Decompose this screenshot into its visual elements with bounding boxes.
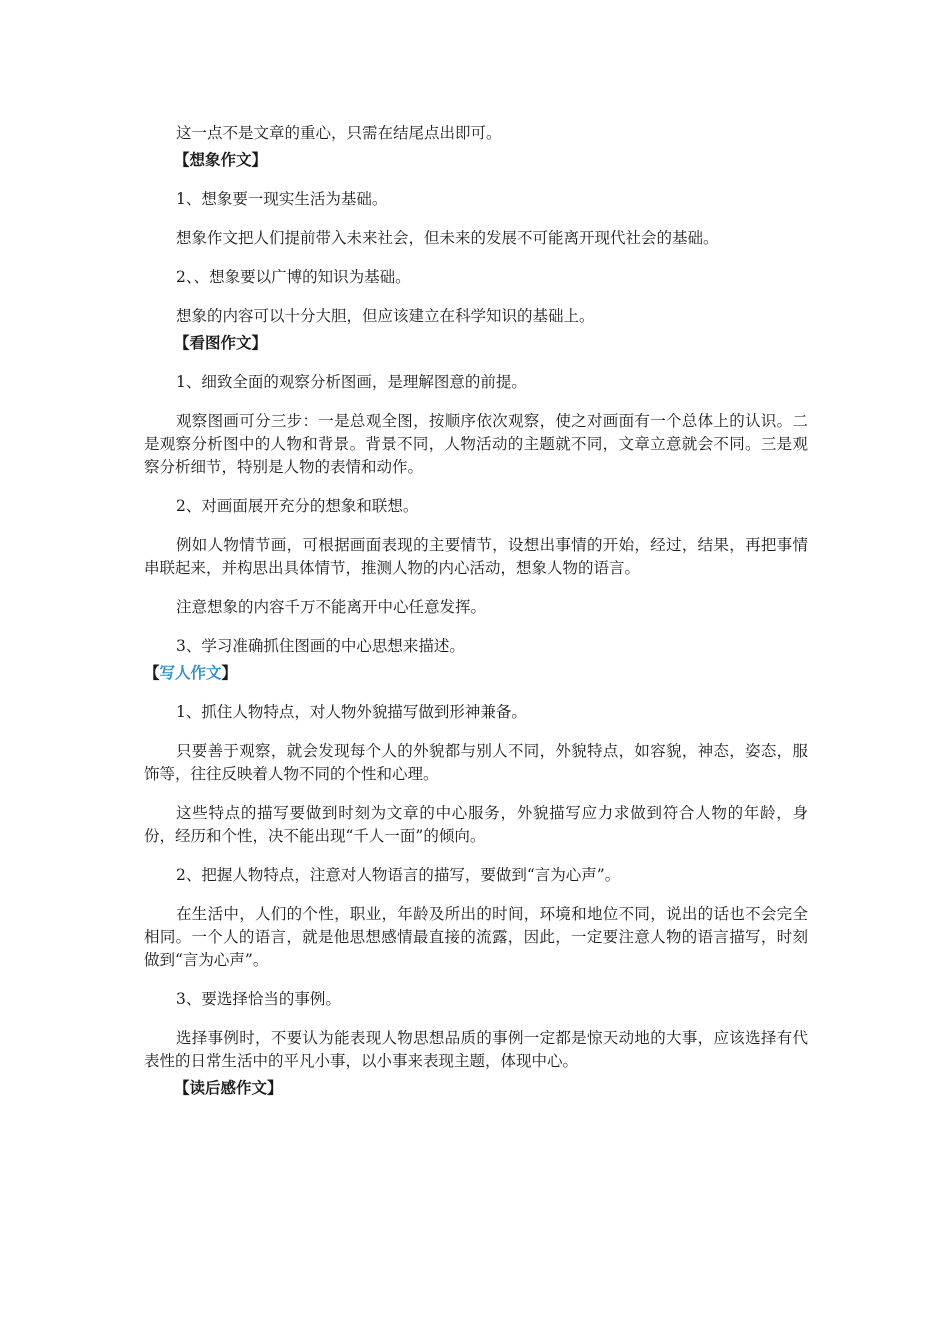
- document-body: [144, 122, 808, 1116]
- paragraph: 注意想象的内容千万不能离开中心任意发挥。: [176, 598, 487, 616]
- paragraph: 2、、想象要以广博的知识为基础。: [176, 268, 411, 286]
- section-heading-reading: 【读后感作文】: [174, 1079, 283, 1097]
- paragraph: 这些特点的描写要做到时刻为文章的中心服务，外貌描写应力求做到符合人物的年龄，身份，经历和个性，决不能出现“千人一面”的倾向。: [144, 804, 808, 845]
- heading-bracket-close: 】: [221, 664, 238, 682]
- heading-bracket-open: 【: [144, 664, 160, 682]
- paragraph: 在生活中，人们的个性，职业，年龄及所出的时间，环境和地位不同，说出的话也不会完全相同。一个人的语言，就是他思想感情最直接的流露，因此，一定要注意人物的语言描写，时刻做到“言为心声”。: [144, 905, 808, 969]
- section-heading-imagination: 【想象作文】: [174, 151, 268, 169]
- paragraph: 想象作文把人们提前带入未来社会，但未来的发展不可能离开现代社会的基础。: [176, 229, 719, 247]
- paragraph: 选择事例时，不要认为能表现人物思想品质的事例一定都是惊天动地的大事，应该选择有代表性的日常生活中的平凡小事，以小事来表现主题，体现中心。: [144, 1029, 808, 1070]
- paragraph: 想象的内容可以十分大胆，但应该建立在科学知识的基础上。: [176, 307, 595, 325]
- paragraph: 观察图画可分三步：一是总观全图，按顺序依次观察，使之对画面有一个总体上的认识。二是观察分析图中的人物和背景。背景不同，人物活动的主题就不同，文章立意就会不同。三是观察分析细节，特别是人物的表情和动作。: [144, 412, 808, 476]
- heading-title-link[interactable]: 写人作文: [159, 664, 222, 682]
- paragraph: 1、想象要一现实生活为基础。: [176, 190, 388, 208]
- paragraph: 1、细致全面的观察分析图画，是理解图意的前提。: [176, 373, 527, 391]
- section-heading-person: [144, 662, 808, 685]
- paragraph: 例如人物情节画，可根据画面表现的主要情节，设想出事情的开始，经过，结果，再把事情串联起来，并构思出具体情节，推测人物的内心活动，想象人物的语言。: [144, 536, 808, 577]
- section-heading-picture: 【看图作文】: [174, 334, 268, 352]
- paragraph: 2、对画面展开充分的想象和联想。: [176, 497, 419, 515]
- paragraph: 3、要选择恰当的事例。: [176, 990, 341, 1008]
- paragraph: 3、学习准确抓住图画的中心思想来描述。: [176, 637, 465, 655]
- paragraph: 这一点不是文章的重心，只需在结尾点出即可。: [176, 124, 502, 142]
- paragraph: 只要善于观察，就会发现每个人的外貌都与别人不同，外貌特点，如容貌，神态，姿态，服饰等，往往反映着人物不同的个性和心理。: [144, 742, 808, 783]
- paragraph: 2、把握人物特点，注意对人物语言的描写，要做到“言为心声”。: [176, 866, 621, 884]
- paragraph: 1、抓住人物特点，对人物外貌描写做到形神兼备。: [176, 703, 527, 721]
